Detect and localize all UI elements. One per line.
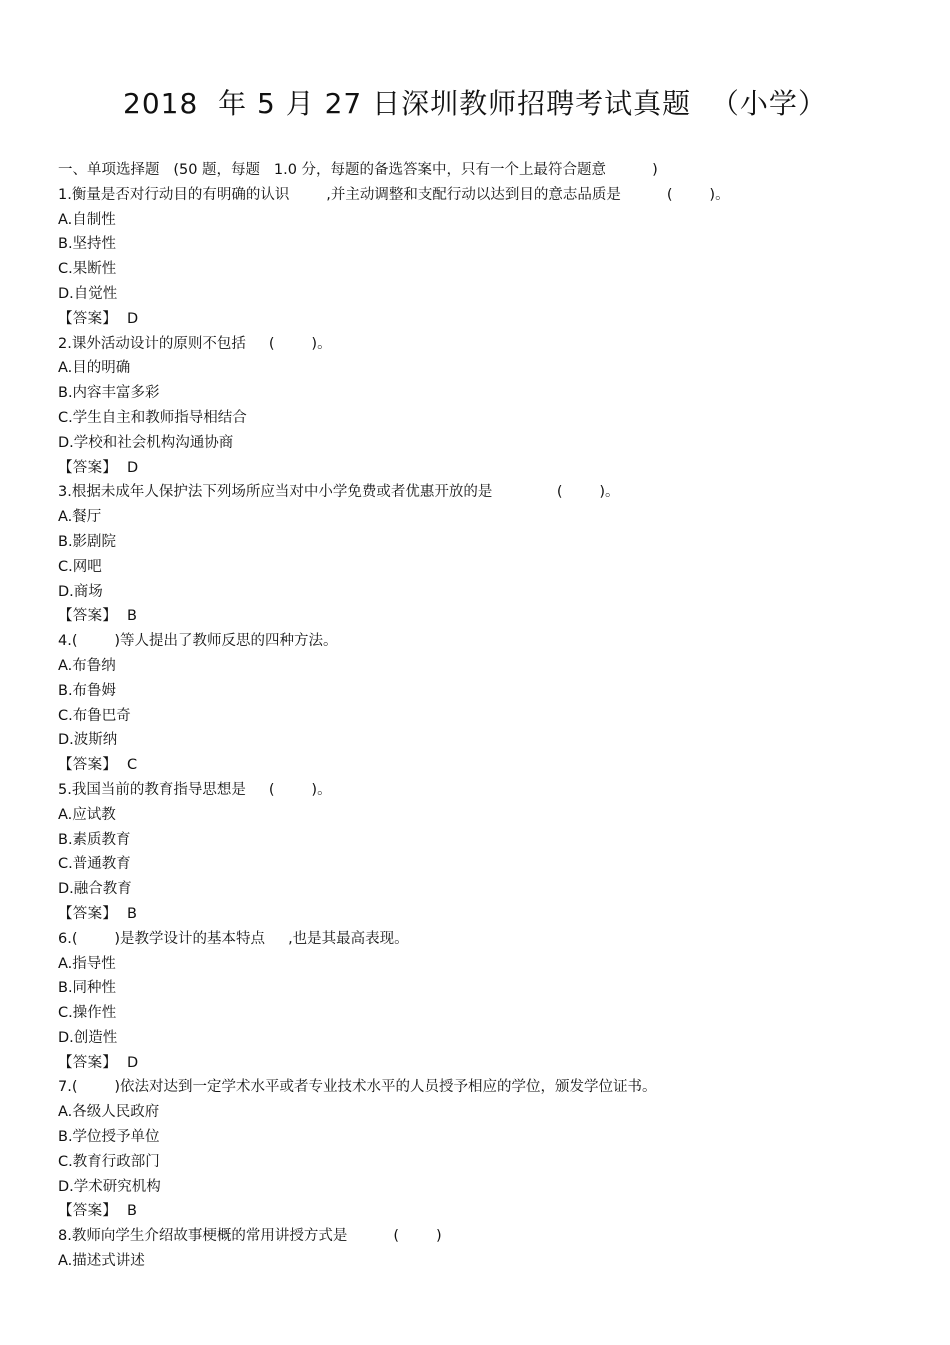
- answer-key: 【答案】 D: [58, 459, 139, 476]
- page-title: 2018 年 5 月 27 日深圳教师招聘考试真题 （小学）: [123, 87, 827, 120]
- answer-key: 【答案】 B: [58, 905, 138, 922]
- answer-option: B.影剧院: [58, 533, 117, 550]
- answer-option: D.学术研究机构: [58, 1178, 161, 1195]
- question-stem: 1.衡量是否对行动目的有明确的认识 ,并主动调整和支配行动以达到目的意志品质是 ( )。: [58, 186, 730, 203]
- question-list: [58, 183, 918, 1274]
- answer-option: D.商场: [58, 583, 103, 600]
- question-stem: 4.( )等人提出了教师反思的四种方法。: [58, 633, 338, 650]
- section-heading: 一、单项选择题 (50 题，每题 1.0 分，每题的备选答案中，只有一个上最符合题意 ): [58, 162, 658, 178]
- question-stem: 8.教师向学生介绍故事梗概的常用讲授方式是 ( ): [58, 1228, 442, 1245]
- answer-option: B.坚持性: [58, 236, 117, 253]
- answer-option: C.网吧: [58, 558, 102, 575]
- answer-option: A.布鲁纳: [58, 657, 116, 674]
- answer-option: B.内容丰富多彩: [58, 385, 160, 402]
- exam-content: [58, 158, 918, 1274]
- answer-option: C.布鲁巴奇: [58, 707, 131, 724]
- answer-option: B.同种性: [58, 980, 117, 997]
- question-block: [58, 629, 918, 778]
- question-stem: 6.( )是教学设计的基本特点 ,也是其最高表现。: [58, 930, 409, 947]
- answer-option: A.目的明确: [58, 360, 131, 377]
- answer-option: B.学位授予单位: [58, 1129, 160, 1146]
- answer-option: D.波斯纳: [58, 732, 118, 749]
- answer-option: D.学校和社会机构沟通协商: [58, 434, 234, 451]
- question-stem: 7.( )依法对达到一定学术水平或者专业技术水平的人员授予相应的学位，颁发学位证书。: [58, 1079, 657, 1096]
- answer-option: D.创造性: [58, 1029, 118, 1046]
- answer-key: 【答案】 B: [58, 1203, 138, 1220]
- answer-option: C.操作性: [58, 1005, 117, 1022]
- answer-option: A.指导性: [58, 955, 116, 972]
- question-block: [58, 1075, 918, 1224]
- answer-option: D.自觉性: [58, 285, 118, 302]
- answer-key: 【答案】 B: [58, 608, 138, 625]
- answer-option: C.学生自主和教师指导相结合: [58, 409, 247, 426]
- answer-option: C.普通教育: [58, 856, 131, 873]
- answer-option: A.餐厅: [58, 509, 102, 526]
- question-stem: 5.我国当前的教育指导思想是 ( )。: [58, 781, 332, 798]
- answer-option: D.融合教育: [58, 881, 132, 898]
- answer-option: C.教育行政部门: [58, 1153, 160, 1170]
- answer-option: C.果断性: [58, 261, 117, 278]
- answer-option: A.各级人民政府: [58, 1104, 160, 1121]
- question-block: [58, 332, 918, 481]
- answer-key: 【答案】 D: [58, 1054, 139, 1071]
- question-block: [58, 480, 918, 629]
- question-stem: 2.课外活动设计的原则不包括 ( )。: [58, 335, 332, 352]
- answer-option: A.自制性: [58, 211, 116, 228]
- answer-option: B.素质教育: [58, 831, 131, 848]
- answer-option: B.布鲁姆: [58, 682, 117, 699]
- answer-option: A.应试教: [58, 806, 116, 823]
- answer-key: 【答案】 C: [58, 757, 138, 774]
- answer-option: A.描述式讲述: [58, 1253, 145, 1270]
- question-block: [58, 778, 918, 927]
- question-block: [58, 183, 918, 332]
- answer-key: 【答案】 D: [58, 310, 139, 327]
- question-stem: 3.根据未成年人保护法下列场所应当对中小学免费或者优惠开放的是 ( )。: [58, 484, 620, 501]
- question-block: [58, 927, 918, 1076]
- question-block: [58, 1224, 918, 1274]
